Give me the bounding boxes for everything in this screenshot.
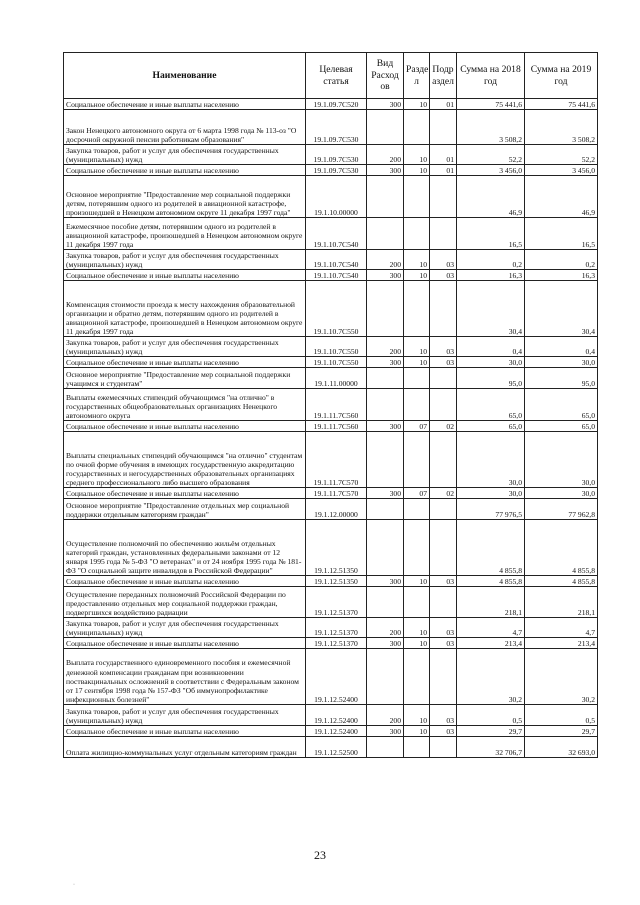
table-row [64, 165, 598, 176]
table-cell-name: Социальное обеспечение и иные выплаты населению [64, 270, 306, 281]
table-cell-name: Социальное обеспечение и иные выплаты населению [64, 638, 306, 649]
table-cell-name: Социальное обеспечение и иные выплаты населению [64, 576, 306, 587]
table-cell-name: Оплата жилищно-коммунальных услуг отдельным категориям граждан [64, 737, 306, 758]
table-cell-podrazdel: 02 [430, 421, 457, 432]
table-cell-target: 19.1.11.7С570 [306, 488, 367, 499]
table-cell-sum-2018: 0,2 [457, 250, 525, 270]
table-row [64, 176, 598, 218]
table-cell-sum-2018: 3 456,0 [457, 165, 525, 176]
table-cell-razdel [404, 520, 430, 576]
header-name: Наименование [64, 53, 306, 99]
table-cell-sum-2019: 213,4 [525, 638, 598, 649]
table-cell-target: 19.1.12.52400 [306, 649, 367, 705]
table-cell-target: 19.1.12.51370 [306, 587, 367, 618]
table-cell-target: 19.1.10.7С540 [306, 250, 367, 270]
table-cell-podrazdel [430, 432, 457, 488]
table-row [64, 145, 598, 165]
table-row [64, 389, 598, 421]
table-cell-target: 19.1.11.7С570 [306, 432, 367, 488]
scan-speck: · [73, 882, 75, 888]
table-cell-vid: 300 [367, 357, 404, 368]
table-cell-sum-2018: 32 706,7 [457, 737, 525, 758]
table-cell-sum-2018: 213,4 [457, 638, 525, 649]
table-cell-sum-2019: 4 855,8 [525, 576, 598, 587]
table-cell-vid [367, 110, 404, 145]
table-cell-vid: 300 [367, 270, 404, 281]
table-cell-sum-2018: 30,0 [457, 357, 525, 368]
table-cell-sum-2018: 52,2 [457, 145, 525, 165]
table-cell-sum-2018: 65,0 [457, 421, 525, 432]
table-cell-name: Основное мероприятие "Предоставление мер социальной поддержки учащимся и студентам" [64, 368, 306, 389]
table-cell-name: Осуществление полномочий по обеспечению жильём отдельных категорий граждан, установленных федеральными законами от 12 января 1995 года № 5-ФЗ "О ветеранах" и от 24 ноября 1995 года № 181-ФЗ "О социальной защите инвалидов в Российской Федерации" [64, 520, 306, 576]
table-cell-podrazdel: 03 [430, 638, 457, 649]
table-cell-name: Основное мероприятие "Предоставление отдельных мер социальной поддержки отдельным категориям граждан" [64, 499, 306, 520]
table-cell-sum-2018: 16,3 [457, 270, 525, 281]
table-cell-vid: 200 [367, 705, 404, 726]
table-cell-sum-2018: 4 855,8 [457, 576, 525, 587]
table-cell-target: 19.1.09.7С520 [306, 99, 367, 110]
table-cell-sum-2018: 30,2 [457, 649, 525, 705]
budget-table [63, 52, 598, 758]
table-cell-target: 19.1.09.7С530 [306, 165, 367, 176]
table-cell-razdel [404, 649, 430, 705]
table-cell-name: Социальное обеспечение и иные выплаты населению [64, 488, 306, 499]
table-cell-name: Основное мероприятие "Предоставление мер социальной поддержки детям, потерявшим одного из родителей в авиационной катастрофе, произошедшей в Ненецком автономном округе 11 декабря 1997 года" [64, 176, 306, 218]
table-cell-name: Закупка товаров, работ и услуг для обеспечения государственных (муниципальных) нужд [64, 337, 306, 357]
table-cell-target: 19.1.12.51370 [306, 638, 367, 649]
table-cell-sum-2019: 3 456,0 [525, 165, 598, 176]
table-cell-razdel: 10 [404, 726, 430, 737]
table-cell-sum-2019: 77 962,8 [525, 499, 598, 520]
table-cell-razdel: 10 [404, 576, 430, 587]
table-cell-podrazdel: 03 [430, 576, 457, 587]
table-cell-name: Социальное обеспечение и иные выплаты населению [64, 421, 306, 432]
table-row [64, 587, 598, 618]
table-cell-target: 19.1.12.51350 [306, 576, 367, 587]
table-cell-sum-2019: 65,0 [525, 389, 598, 421]
table-cell-razdel [404, 432, 430, 488]
table-cell-name: Закупка товаров, работ и услуг для обеспечения государственных (муниципальных) нужд [64, 618, 306, 638]
table-row [64, 281, 598, 337]
table-cell-sum-2018: 4,7 [457, 618, 525, 638]
table-cell-target: 19.1.12.52500 [306, 737, 367, 758]
table-cell-razdel [404, 281, 430, 337]
table-cell-podrazdel [430, 587, 457, 618]
table-cell-name: Выплаты ежемесячных стипендий обучающимся "на отлично" в государственных общеобразовательных организациях Ненецкого автономного округа [64, 389, 306, 421]
table-cell-vid [367, 520, 404, 576]
table-cell-name: Выплаты специальных стипендий обучающимся "на отлично" студентам по очной форме обучения в имеющих государственную аккредитацию государственных и негосударственных образовательных организациях среднего профессионального либо высшего образования [64, 432, 306, 488]
table-cell-sum-2019: 0,5 [525, 705, 598, 726]
table-row [64, 99, 598, 110]
table-cell-podrazdel: 03 [430, 250, 457, 270]
table-row [64, 726, 598, 737]
table-cell-vid: 300 [367, 726, 404, 737]
table-cell-podrazdel [430, 520, 457, 576]
table-cell-target: 19.1.11.7С560 [306, 421, 367, 432]
table-cell-razdel [404, 176, 430, 218]
table-row [64, 110, 598, 145]
table-cell-vid [367, 218, 404, 250]
table-cell-sum-2018: 4 855,8 [457, 520, 525, 576]
table-cell-sum-2019: 30,0 [525, 488, 598, 499]
table-row [64, 357, 598, 368]
table-cell-sum-2019: 30,0 [525, 357, 598, 368]
table-cell-razdel [404, 737, 430, 758]
table-cell-razdel: 10 [404, 99, 430, 110]
table-cell-vid [367, 649, 404, 705]
table-cell-target: 19.1.10.7С540 [306, 218, 367, 250]
table-cell-target: 19.1.10.7С550 [306, 281, 367, 337]
table-body [64, 99, 598, 758]
table-cell-podrazdel [430, 389, 457, 421]
table-cell-razdel: 10 [404, 638, 430, 649]
table-cell-sum-2018: 0,5 [457, 705, 525, 726]
table-cell-vid: 200 [367, 250, 404, 270]
table-cell-vid: 300 [367, 165, 404, 176]
table-cell-sum-2018: 0,4 [457, 337, 525, 357]
table-cell-podrazdel: 02 [430, 488, 457, 499]
table-cell-sum-2018: 218,1 [457, 587, 525, 618]
table-cell-target: 19.1.10.7С550 [306, 337, 367, 357]
table-cell-razdel: 10 [404, 337, 430, 357]
table-cell-vid: 300 [367, 488, 404, 499]
table-cell-podrazdel [430, 368, 457, 389]
table-cell-name: Компенсация стоимости проезда к месту нахождения образовательной организации и обратно детям, потерявшим одного из родителей в авиационной катастрофе, произошедшей в Ненецком автономном округе 11 декабря 1997 года [64, 281, 306, 337]
header-sum-2018: Сумма на 2018 год [457, 53, 525, 99]
table-cell-sum-2018: 16,5 [457, 218, 525, 250]
table-cell-sum-2018: 75 441,6 [457, 99, 525, 110]
table-cell-sum-2018: 77 976,5 [457, 499, 525, 520]
page-number: 23 [314, 848, 326, 862]
table-cell-sum-2018: 30,4 [457, 281, 525, 337]
table-cell-podrazdel: 03 [430, 270, 457, 281]
table-cell-sum-2018: 95,0 [457, 368, 525, 389]
table-cell-razdel [404, 499, 430, 520]
table-cell-vid: 200 [367, 145, 404, 165]
table-cell-razdel [404, 368, 430, 389]
table-cell-target: 19.1.12.51370 [306, 618, 367, 638]
header-razdel: Разде л [404, 53, 430, 99]
table-cell-sum-2019: 30,2 [525, 649, 598, 705]
table-cell-podrazdel [430, 218, 457, 250]
table-cell-podrazdel [430, 649, 457, 705]
table-cell-razdel: 10 [404, 705, 430, 726]
table-cell-vid: 300 [367, 638, 404, 649]
table-cell-target: 19.1.12.52400 [306, 705, 367, 726]
table-cell-sum-2019: 75 441,6 [525, 99, 598, 110]
table-header-row [64, 53, 598, 99]
table-cell-sum-2019: 65,0 [525, 421, 598, 432]
table-cell-razdel [404, 218, 430, 250]
table-row [64, 499, 598, 520]
header-target: Целевая статья [306, 53, 367, 99]
table-cell-sum-2019: 16,5 [525, 218, 598, 250]
table-cell-vid [367, 737, 404, 758]
table-cell-sum-2019: 16,3 [525, 270, 598, 281]
table-cell-vid [367, 389, 404, 421]
table-cell-podrazdel: 01 [430, 145, 457, 165]
table-cell-name: Закон Ненецкого автономного округа от 6 марта 1998 года № 113-оз "О досрочной окружной пенсии работникам образования" [64, 110, 306, 145]
table-cell-name: Социальное обеспечение и иные выплаты населению [64, 726, 306, 737]
table-cell-vid: 200 [367, 618, 404, 638]
table-cell-target: 19.1.12.00000 [306, 499, 367, 520]
table-cell-razdel: 07 [404, 488, 430, 499]
table-cell-sum-2018: 65,0 [457, 389, 525, 421]
table-cell-vid [367, 368, 404, 389]
table-cell-podrazdel [430, 110, 457, 145]
table-cell-podrazdel [430, 499, 457, 520]
table-cell-vid [367, 176, 404, 218]
table-cell-sum-2019: 30,4 [525, 281, 598, 337]
table-row [64, 638, 598, 649]
header-sum-2019: Сумма на 2019 год [525, 53, 598, 99]
table-row [64, 576, 598, 587]
table-cell-name: Социальное обеспечение и иные выплаты населению [64, 99, 306, 110]
table-cell-razdel: 10 [404, 618, 430, 638]
table-cell-razdel: 10 [404, 145, 430, 165]
table-cell-podrazdel: 03 [430, 337, 457, 357]
table-row [64, 649, 598, 705]
table-cell-razdel [404, 389, 430, 421]
table-cell-sum-2019: 218,1 [525, 587, 598, 618]
table-cell-razdel [404, 110, 430, 145]
table-cell-podrazdel: 03 [430, 357, 457, 368]
table-row [64, 737, 598, 758]
table-cell-vid [367, 432, 404, 488]
table-cell-podrazdel: 01 [430, 99, 457, 110]
table-cell-sum-2018: 46,9 [457, 176, 525, 218]
table-row [64, 368, 598, 389]
table-cell-sum-2019: 4 855,8 [525, 520, 598, 576]
budget-table-page [63, 52, 597, 758]
table-row [64, 432, 598, 488]
table-cell-podrazdel: 01 [430, 165, 457, 176]
table-cell-vid [367, 281, 404, 337]
table-cell-sum-2018: 29,7 [457, 726, 525, 737]
table-row [64, 218, 598, 250]
table-cell-name: Социальное обеспечение и иные выплаты населению [64, 357, 306, 368]
table-cell-target: 19.1.09.7С530 [306, 110, 367, 145]
table-cell-sum-2018: 3 508,2 [457, 110, 525, 145]
table-cell-vid [367, 587, 404, 618]
table-cell-sum-2019: 4,7 [525, 618, 598, 638]
table-cell-sum-2019: 30,0 [525, 432, 598, 488]
table-cell-target: 19.1.12.51350 [306, 520, 367, 576]
table-cell-podrazdel: 03 [430, 618, 457, 638]
table-cell-sum-2019: 3 508,2 [525, 110, 598, 145]
table-cell-podrazdel [430, 737, 457, 758]
table-cell-target: 19.1.10.7С550 [306, 357, 367, 368]
table-cell-target: 19.1.11.7С560 [306, 389, 367, 421]
table-cell-target: 19.1.12.52400 [306, 726, 367, 737]
table-cell-razdel [404, 587, 430, 618]
table-cell-target: 19.1.10.00000 [306, 176, 367, 218]
table-row [64, 337, 598, 357]
table-cell-podrazdel: 03 [430, 705, 457, 726]
table-cell-target: 19.1.10.7С540 [306, 270, 367, 281]
table-cell-sum-2019: 46,9 [525, 176, 598, 218]
table-cell-sum-2019: 32 693,0 [525, 737, 598, 758]
table-row [64, 421, 598, 432]
table-cell-sum-2018: 30,0 [457, 488, 525, 499]
table-cell-vid: 300 [367, 421, 404, 432]
table-cell-razdel: 07 [404, 421, 430, 432]
header-vid: Вид Расход ов [367, 53, 404, 99]
table-cell-vid [367, 499, 404, 520]
table-cell-sum-2018: 30,0 [457, 432, 525, 488]
table-cell-podrazdel: 03 [430, 726, 457, 737]
table-cell-razdel: 10 [404, 270, 430, 281]
table-row [64, 705, 598, 726]
table-cell-name: Социальное обеспечение и иные выплаты населению [64, 165, 306, 176]
table-cell-podrazdel [430, 176, 457, 218]
table-row [64, 488, 598, 499]
table-cell-vid: 300 [367, 99, 404, 110]
table-cell-sum-2019: 0,2 [525, 250, 598, 270]
table-cell-name: Осуществление переданных полномочий Российской Федерации по предоставлению отдельных мер социальной поддержки граждан, подвергшихся воздействию радиации [64, 587, 306, 618]
table-cell-sum-2019: 52,2 [525, 145, 598, 165]
table-cell-razdel: 10 [404, 165, 430, 176]
table-cell-target: 19.1.11.00000 [306, 368, 367, 389]
table-row [64, 618, 598, 638]
table-row [64, 270, 598, 281]
table-cell-sum-2019: 29,7 [525, 726, 598, 737]
table-cell-vid: 300 [367, 576, 404, 587]
table-cell-vid: 200 [367, 337, 404, 357]
table-cell-name: Закупка товаров, работ и услуг для обеспечения государственных (муниципальных) нужд [64, 145, 306, 165]
table-cell-target: 19.1.09.7С530 [306, 145, 367, 165]
table-row [64, 520, 598, 576]
table-cell-sum-2019: 95,0 [525, 368, 598, 389]
header-podrazdel: Подр аздел [430, 53, 457, 99]
table-row [64, 250, 598, 270]
table-cell-razdel: 10 [404, 250, 430, 270]
table-cell-sum-2019: 0,4 [525, 337, 598, 357]
table-cell-name: Ежемесячное пособие детям, потерявшим одного из родителей в авиационной катастрофе, произошедшей в Ненецком автономном округе 11 декабря 1997 года [64, 218, 306, 250]
table-cell-name: Закупка товаров, работ и услуг для обеспечения государственных (муниципальных) нужд [64, 705, 306, 726]
table-cell-razdel: 10 [404, 357, 430, 368]
table-cell-name: Выплата государственного единовременного пособия и ежемесячной денежной компенсации гражданам при возникновении поствакцинальных осложнений в соответствии с Федеральным законом от 17 сентября 1998 года № 157-ФЗ "Об иммунопрофилактике инфекционных болезней" [64, 649, 306, 705]
table-cell-podrazdel [430, 281, 457, 337]
table-cell-name: Закупка товаров, работ и услуг для обеспечения государственных (муниципальных) нужд [64, 250, 306, 270]
